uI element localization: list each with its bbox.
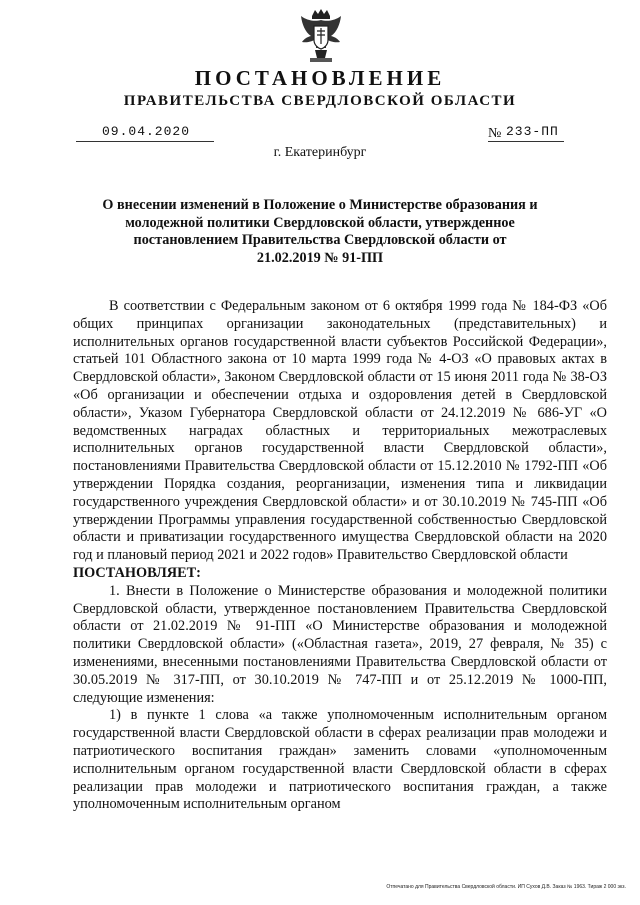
document-title: ПОСТАНОВЛЕНИЕ bbox=[194, 66, 446, 90]
number-label: № bbox=[488, 126, 502, 141]
document-city: г. Екатеринбург bbox=[273, 145, 367, 160]
document-heading: О внесении изменений в Положение о Министерстве образования и молодежной политики Свердловской области, утвержденное постановлением Правительства Свердловской области от 21.02.2019 № 91-ПП bbox=[102, 197, 538, 267]
number-underline bbox=[488, 141, 564, 142]
document-body bbox=[73, 298, 607, 814]
date-underline bbox=[76, 141, 214, 142]
sverdlovsk-coat-of-arms-icon bbox=[298, 8, 344, 64]
printer-footer: Отпечатано для Правительства Свердловской области. ИП Сухов Д.В. Заказ № 1963. Тираж 2 000 экз. bbox=[386, 884, 626, 890]
document-number: 233-ПП bbox=[506, 124, 559, 139]
document-subtitle: ПРАВИТЕЛЬСТВА СВЕРДЛОВСКОЙ ОБЛАСТИ bbox=[123, 93, 517, 109]
preamble-paragraph: В соответствии с Федеральным законом от 6 октября 1999 года № 184-ФЗ «Об общих принципах организации законодательных (представительных) и исполнительных органов государственной власти субъектов Российской Федерации», статьей 101 Областного закона от 10 марта 1999 года № 4-ОЗ «О правовых актах в Свердловской области», Законом Свердловской области от 15 июня 2011 года № 38-ОЗ «Об организации и обеспечении отдыха и оздоровления детей в Свердловской области», Указом Губернатора Свердловской области от 24.12.2019 № 686-УГ «О ведомственных наградах областных и территориальных межотраслевых исполнительных органов государственной власти Свердловской области», постановлениями Правительства Свердловской области от 15.12.2010 № 1792-ПП «Об утверждении Порядка создания, реорганизации, изменения типа и ликвидации государственного учреждения Свердловской области» и от 30.10.2019 № 745-ПП «Об утверждении Программы управления государственной собственностью Свердловской области и приватизации государственного имущества Свердловской области на 2020 год и плановый период 2021 и 2022 годов» Правительство Свердловской области bbox=[73, 298, 607, 564]
item-1-paragraph: 1. Внести в Положение о Министерстве образования и молодежной политики Свердловской области, утвержденное постановлением Правительства Свердловской области от 21.02.2019 № 91-ПП «О Министерстве образования и молодежной политики Свердловской области» («Областная газета», 2019, 27 февраля, № 35) с изменениями, внесенными постановлениями Правительства Свердловской области от 30.05.2019 № 317-ПП, от 30.10.2019 № 747-ПП и от 25.12.2019 № 1000-ПП, следующие изменения: bbox=[73, 582, 607, 706]
item-1-1-paragraph: 1) в пункте 1 слова «а также уполномоченным исполнительным органом государственной власти Свердловской области в сферах реализации прав молодежи и патриотического воспитания граждан» заменить словами «уполномоченным исполнительным органом государственной власти Свердловской области в сферах реализации прав молодежи и патриотического воспитания граждан, а также уполномоченным исполнительным органом bbox=[73, 707, 607, 813]
document-date: 09.04.2020 bbox=[102, 124, 191, 139]
resolves-heading: ПОСТАНОВЛЯЕТ: bbox=[73, 564, 201, 581]
